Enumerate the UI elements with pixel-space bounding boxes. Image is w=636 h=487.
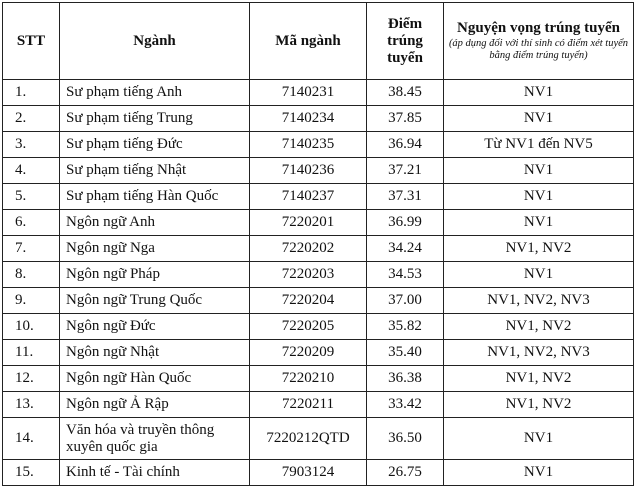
table-row [3, 392, 634, 418]
cell-nganh: Văn hóa và truyền thông xuyên quốc gia [60, 418, 250, 460]
cell-ma-nganh: 7140237 [250, 184, 367, 210]
header-nganh: Ngành [60, 3, 250, 80]
header-stt: STT [3, 3, 60, 80]
cell-nguyen-vong: NV1 [444, 460, 634, 486]
cell-stt: 15. [3, 460, 60, 486]
cell-diem: 34.53 [367, 262, 444, 288]
cell-nguyen-vong: NV1, NV2 [444, 236, 634, 262]
cell-ma-nganh: 7220205 [250, 314, 367, 340]
cell-stt: 9. [3, 288, 60, 314]
table-row [3, 184, 634, 210]
cell-diem: 36.94 [367, 132, 444, 158]
cell-nguyen-vong: NV1, NV2 [444, 392, 634, 418]
cell-ma-nganh: 7903124 [250, 460, 367, 486]
cell-stt: 6. [3, 210, 60, 236]
cell-nguyen-vong: NV1 [444, 158, 634, 184]
admission-scores-table [2, 2, 634, 486]
cell-ma-nganh: 7220203 [250, 262, 367, 288]
cell-nguyen-vong: NV1 [444, 184, 634, 210]
cell-ma-nganh: 7220211 [250, 392, 367, 418]
table-row [3, 366, 634, 392]
header-ma-nganh: Mã ngành [250, 3, 367, 80]
cell-nguyen-vong: NV1, NV2, NV3 [444, 288, 634, 314]
cell-ma-nganh: 7140234 [250, 106, 367, 132]
cell-diem: 35.40 [367, 340, 444, 366]
cell-nganh: Ngôn ngữ Pháp [60, 262, 250, 288]
cell-stt: 13. [3, 392, 60, 418]
table-row [3, 288, 634, 314]
cell-diem: 33.42 [367, 392, 444, 418]
cell-nguyen-vong: NV1, NV2, NV3 [444, 340, 634, 366]
table-row [3, 460, 634, 486]
cell-ma-nganh: 7220204 [250, 288, 367, 314]
table-row [3, 106, 634, 132]
header-nguyen-vong-note: (áp dụng đối với thí sinh có điểm xét tuyển bằng điểm trúng tuyển) [448, 38, 629, 61]
cell-nganh: Sư phạm tiếng Nhật [60, 158, 250, 184]
cell-nguyen-vong: NV1 [444, 418, 634, 460]
cell-stt: 2. [3, 106, 60, 132]
cell-nguyen-vong: NV1, NV2 [444, 314, 634, 340]
cell-ma-nganh: 7220202 [250, 236, 367, 262]
cell-ma-nganh: 7220212QTD [250, 418, 367, 460]
cell-ma-nganh: 7220201 [250, 210, 367, 236]
table-header-row [3, 3, 634, 80]
cell-diem: 26.75 [367, 460, 444, 486]
cell-ma-nganh: 7140231 [250, 80, 367, 106]
table-row [3, 210, 634, 236]
cell-diem: 37.00 [367, 288, 444, 314]
header-diem: Điểm trúng tuyển [367, 3, 444, 80]
cell-stt: 14. [3, 418, 60, 460]
cell-nguyen-vong: NV1 [444, 262, 634, 288]
cell-diem: 35.82 [367, 314, 444, 340]
cell-stt: 3. [3, 132, 60, 158]
header-nguyen-vong-title: Nguyện vọng trúng tuyển [457, 20, 620, 36]
table-row [3, 418, 634, 460]
cell-nganh: Sư phạm tiếng Anh [60, 80, 250, 106]
table-row [3, 314, 634, 340]
cell-nguyen-vong: NV1 [444, 80, 634, 106]
cell-stt: 5. [3, 184, 60, 210]
cell-diem: 34.24 [367, 236, 444, 262]
cell-nganh: Ngôn ngữ Đức [60, 314, 250, 340]
cell-diem: 37.31 [367, 184, 444, 210]
table-row [3, 262, 634, 288]
header-nguyen-vong [444, 3, 634, 80]
cell-nganh: Ngôn ngữ Ả Rập [60, 392, 250, 418]
cell-nganh: Ngôn ngữ Anh [60, 210, 250, 236]
cell-nganh: Sư phạm tiếng Trung [60, 106, 250, 132]
table-row [3, 340, 634, 366]
cell-nganh: Ngôn ngữ Trung Quốc [60, 288, 250, 314]
cell-stt: 10. [3, 314, 60, 340]
cell-diem: 38.45 [367, 80, 444, 106]
cell-diem: 36.50 [367, 418, 444, 460]
cell-stt: 11. [3, 340, 60, 366]
cell-nganh: Ngôn ngữ Nga [60, 236, 250, 262]
cell-nguyen-vong: NV1, NV2 [444, 366, 634, 392]
cell-diem: 36.99 [367, 210, 444, 236]
cell-stt: 1. [3, 80, 60, 106]
cell-diem: 36.38 [367, 366, 444, 392]
cell-ma-nganh: 7220210 [250, 366, 367, 392]
cell-stt: 8. [3, 262, 60, 288]
table-row [3, 158, 634, 184]
cell-nganh: Ngôn ngữ Nhật [60, 340, 250, 366]
cell-nganh: Sư phạm tiếng Đức [60, 132, 250, 158]
table-row [3, 132, 634, 158]
cell-nganh: Sư phạm tiếng Hàn Quốc [60, 184, 250, 210]
cell-stt: 4. [3, 158, 60, 184]
table-row [3, 236, 634, 262]
table-row [3, 80, 634, 106]
cell-ma-nganh: 7220209 [250, 340, 367, 366]
cell-stt: 7. [3, 236, 60, 262]
cell-diem: 37.85 [367, 106, 444, 132]
cell-nguyen-vong: Từ NV1 đến NV5 [444, 132, 634, 158]
cell-ma-nganh: 7140235 [250, 132, 367, 158]
cell-nganh: Ngôn ngữ Hàn Quốc [60, 366, 250, 392]
cell-nguyen-vong: NV1 [444, 210, 634, 236]
cell-nguyen-vong: NV1 [444, 106, 634, 132]
cell-nganh: Kinh tế - Tài chính [60, 460, 250, 486]
cell-ma-nganh: 7140236 [250, 158, 367, 184]
cell-stt: 12. [3, 366, 60, 392]
cell-diem: 37.21 [367, 158, 444, 184]
